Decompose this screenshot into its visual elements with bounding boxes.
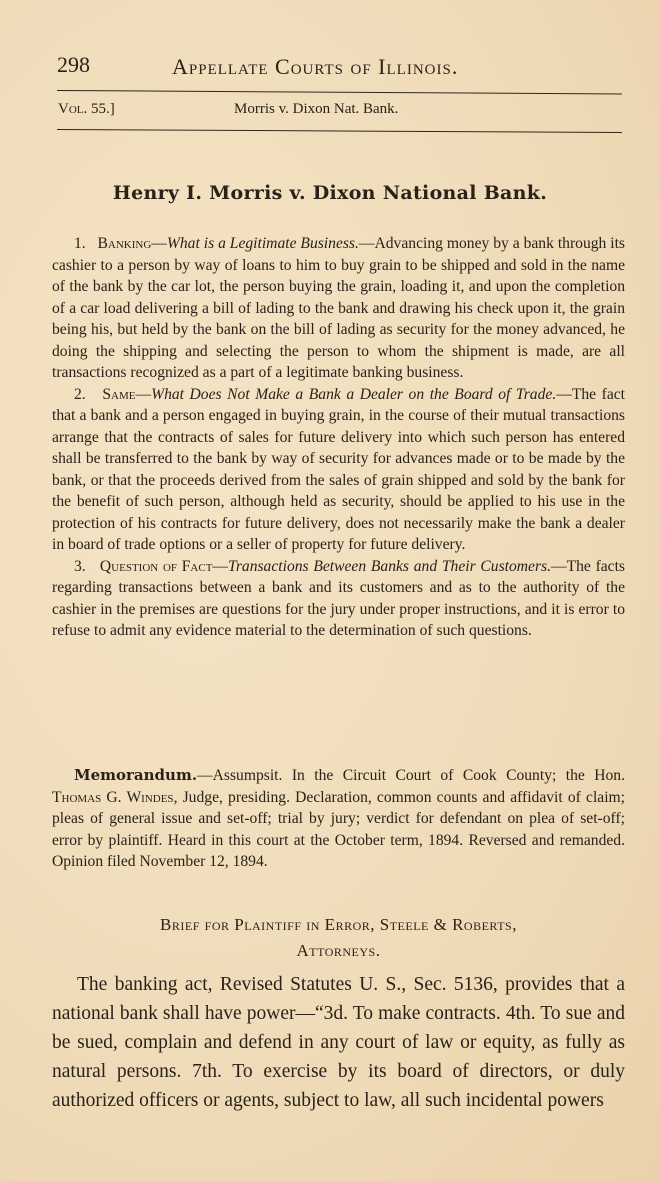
memorandum-text-2: , Judge, presiding. Declaration, common counts and affidavit of claim; pleas of general issue and set-off; trial by jury; verdict for defendant on plea of set-off; error by plaintiff. Heard in this court at the October term, 1894. Reversed and remanded. Opinion filed November 12, 1894. — [52, 788, 625, 870]
running-head — [57, 52, 627, 84]
brief-paragraph: The banking act, Revised Statutes U. S., Sec. 5136, provides that a national bank shall have power—“3d. To make contracts. 4th. To sue and be sued, complain and defend in any court of law or equity, as fully as natural persons. 7th. To exercise by its board of directors, or duly authorized officers or agents, subject to law, all such incidental powers — [52, 974, 625, 1111]
page-number: 298 — [57, 52, 90, 77]
syllabus-item: 3. Question of Fact—Transactions Between Banks and Their Customers.—The facts regarding transactions between a bank and its customers and as to the authority of the cashier in the premises are questions for the jury under proper instructions, and it is error to refuse to admit any evidence material to the determination of such questions. — [52, 557, 626, 639]
syllabus-number: 2. — [74, 385, 86, 403]
header-rule-bottom — [57, 129, 622, 133]
syllabus-number: 1. — [74, 235, 86, 252]
volume-label: Vol. 55.] — [58, 101, 115, 117]
syllabus-number: 3. — [74, 557, 86, 575]
syllabus-subtopic: What Does Not Make a Bank a Dealer on the Board of Trade. — [151, 385, 557, 403]
brief-heading-line-2: Attorneys. — [296, 941, 381, 960]
memorandum-label: Memorandum. — [74, 766, 198, 784]
syllabus — [52, 233, 625, 642]
syllabus-subtopic: What is a Legitimate Business. — [166, 235, 359, 252]
case-title: Henry I. Morris v. Dixon National Bank. — [112, 182, 548, 204]
brief-body — [52, 970, 625, 1115]
header-rule-top — [57, 90, 622, 94]
judge-name: Thomas G. Windes — [52, 788, 174, 806]
syllabus-subtopic: Transactions Between Banks and Their Customers. — [228, 557, 551, 575]
syllabus-text: The facts regarding transactions between a bank and its customers and as to the authority of the cashier in the premises are questions for the jury under proper instructions, and it is error to refuse to admit any evidence material to the determination of such questions. — [52, 557, 626, 639]
syllabus-topic: Question of Fact — [99, 557, 213, 575]
memorandum — [52, 765, 625, 873]
book-title: Appellate Courts of Illinois. — [172, 54, 459, 79]
syllabus-item: 1. Banking—What is a Legitimate Business.—Advancing money by a bank through its cashier to a person by way of loans to him to buy grain to be shipped and sold in the name of the bank by the car lot, the person buying the grain, loading it, and upon the completion of a car load delivering a bill of lading to the bank and drawing his check upon it, the grain being his, but held by the bank on the bill of lading as security for the money advanced, he doing the shipping and selecting the person to whom the shipment is made, are all transactions recognized as a part of a legitimate banking business. — [52, 235, 626, 381]
case-short-title: Morris v. Dixon Nat. Bank. — [234, 101, 399, 117]
syllabus-topic: Same — [102, 385, 136, 403]
syllabus-text: The fact that a bank and a person engaged in buying grain, in the course of their mutual transactions arrange that the contracts of sales for future delivery into which such person has entered shall be transferred to the bank by way of security for advances made or to be made by the bank, or that the proceeds derived from the sales of grain shipped and sold by the bank for the benefit of such person, although held as security, should be applied to his use in the protection of his contracts for future delivery, does not necessarily make the bank a dealer in board of trade options or a seller of property for future delivery. — [52, 385, 625, 553]
syllabus-item: 2. Same—What Does Not Make a Bank a Dealer on the Board of Trade.—The fact that a bank and a person engaged in buying grain, in the course of their mutual transactions arrange that the contracts of sales for future delivery into which such person has entered shall be transferred to the bank by way of security for advances made or to be made by the bank, or that the proceeds derived from the sales of grain shipped and sold by the bank for the benefit of such person, although held as security, should be applied to his use in the protection of his contracts for future delivery, does not necessarily make the bank a dealer in board of trade options or a seller of property for future delivery. — [52, 385, 625, 553]
brief-heading — [52, 912, 625, 964]
memorandum-text-1: —Assumpsit. In the Circuit Court of Cook County; the Hon. — [197, 767, 625, 784]
syllabus-text: Advancing money by a bank through its cashier to a person by way of loans to him to buy grain to be shipped and sold in the name of the bank by the car lot, the person buying the grain, loading it, and upon the completion of a car load delivering a bill of lading to the bank and drawing his check upon it, the grain being his, but held by the bank on the bill of lading as security for the money advanced, he doing the shipping and selecting the person to whom the shipment is made, are all transactions recognized as a part of a legitimate banking business. — [52, 235, 626, 381]
syllabus-topic: Banking — [97, 235, 152, 252]
brief-heading-line-1: Brief for Plaintiff in Error, Steele & Roberts, — [160, 915, 517, 934]
